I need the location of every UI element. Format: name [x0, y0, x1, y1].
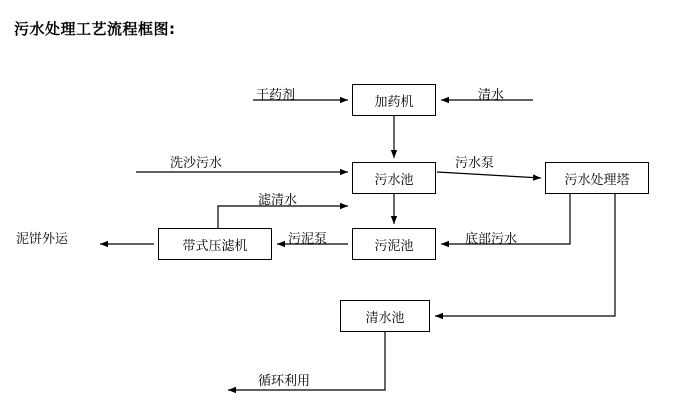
edge-label-clean-water: 清水	[478, 88, 505, 103]
node-label: 带式压滤机	[182, 238, 248, 254]
edge-label-bottom-sewage: 底部污水	[465, 232, 518, 247]
node-label: 污水池	[374, 172, 414, 188]
node-belt-filter-press[interactable]	[158, 228, 272, 260]
node-sludge-pool[interactable]	[352, 228, 436, 260]
edge-label-mud-cake-transport: 泥饼外运	[16, 232, 69, 247]
node-treatment-tower[interactable]	[545, 162, 649, 194]
edge-label-sewage-pump: 污水泵	[455, 156, 495, 171]
node-label: 污泥池	[374, 238, 414, 254]
node-label: 清水池	[365, 310, 405, 326]
edge-label-recycle-use: 循环利用	[258, 374, 311, 389]
node-sewage-pool[interactable]	[352, 162, 436, 194]
edge-label-sludge-pump: 污泥泵	[288, 232, 328, 247]
node-label: 加药机	[374, 94, 414, 110]
node-label: 污水处理塔	[564, 172, 630, 188]
node-dosing[interactable]	[352, 84, 436, 116]
edge-label-filtrate-water: 滤清水	[258, 193, 298, 208]
page-title: 污水处理工艺流程框图:	[14, 20, 176, 38]
node-clean-water-pool[interactable]	[340, 300, 430, 332]
edge-label-dry-agent: 干药剂	[256, 88, 296, 103]
edge-label-wash-sand-sewage: 洗沙污水	[170, 156, 223, 171]
